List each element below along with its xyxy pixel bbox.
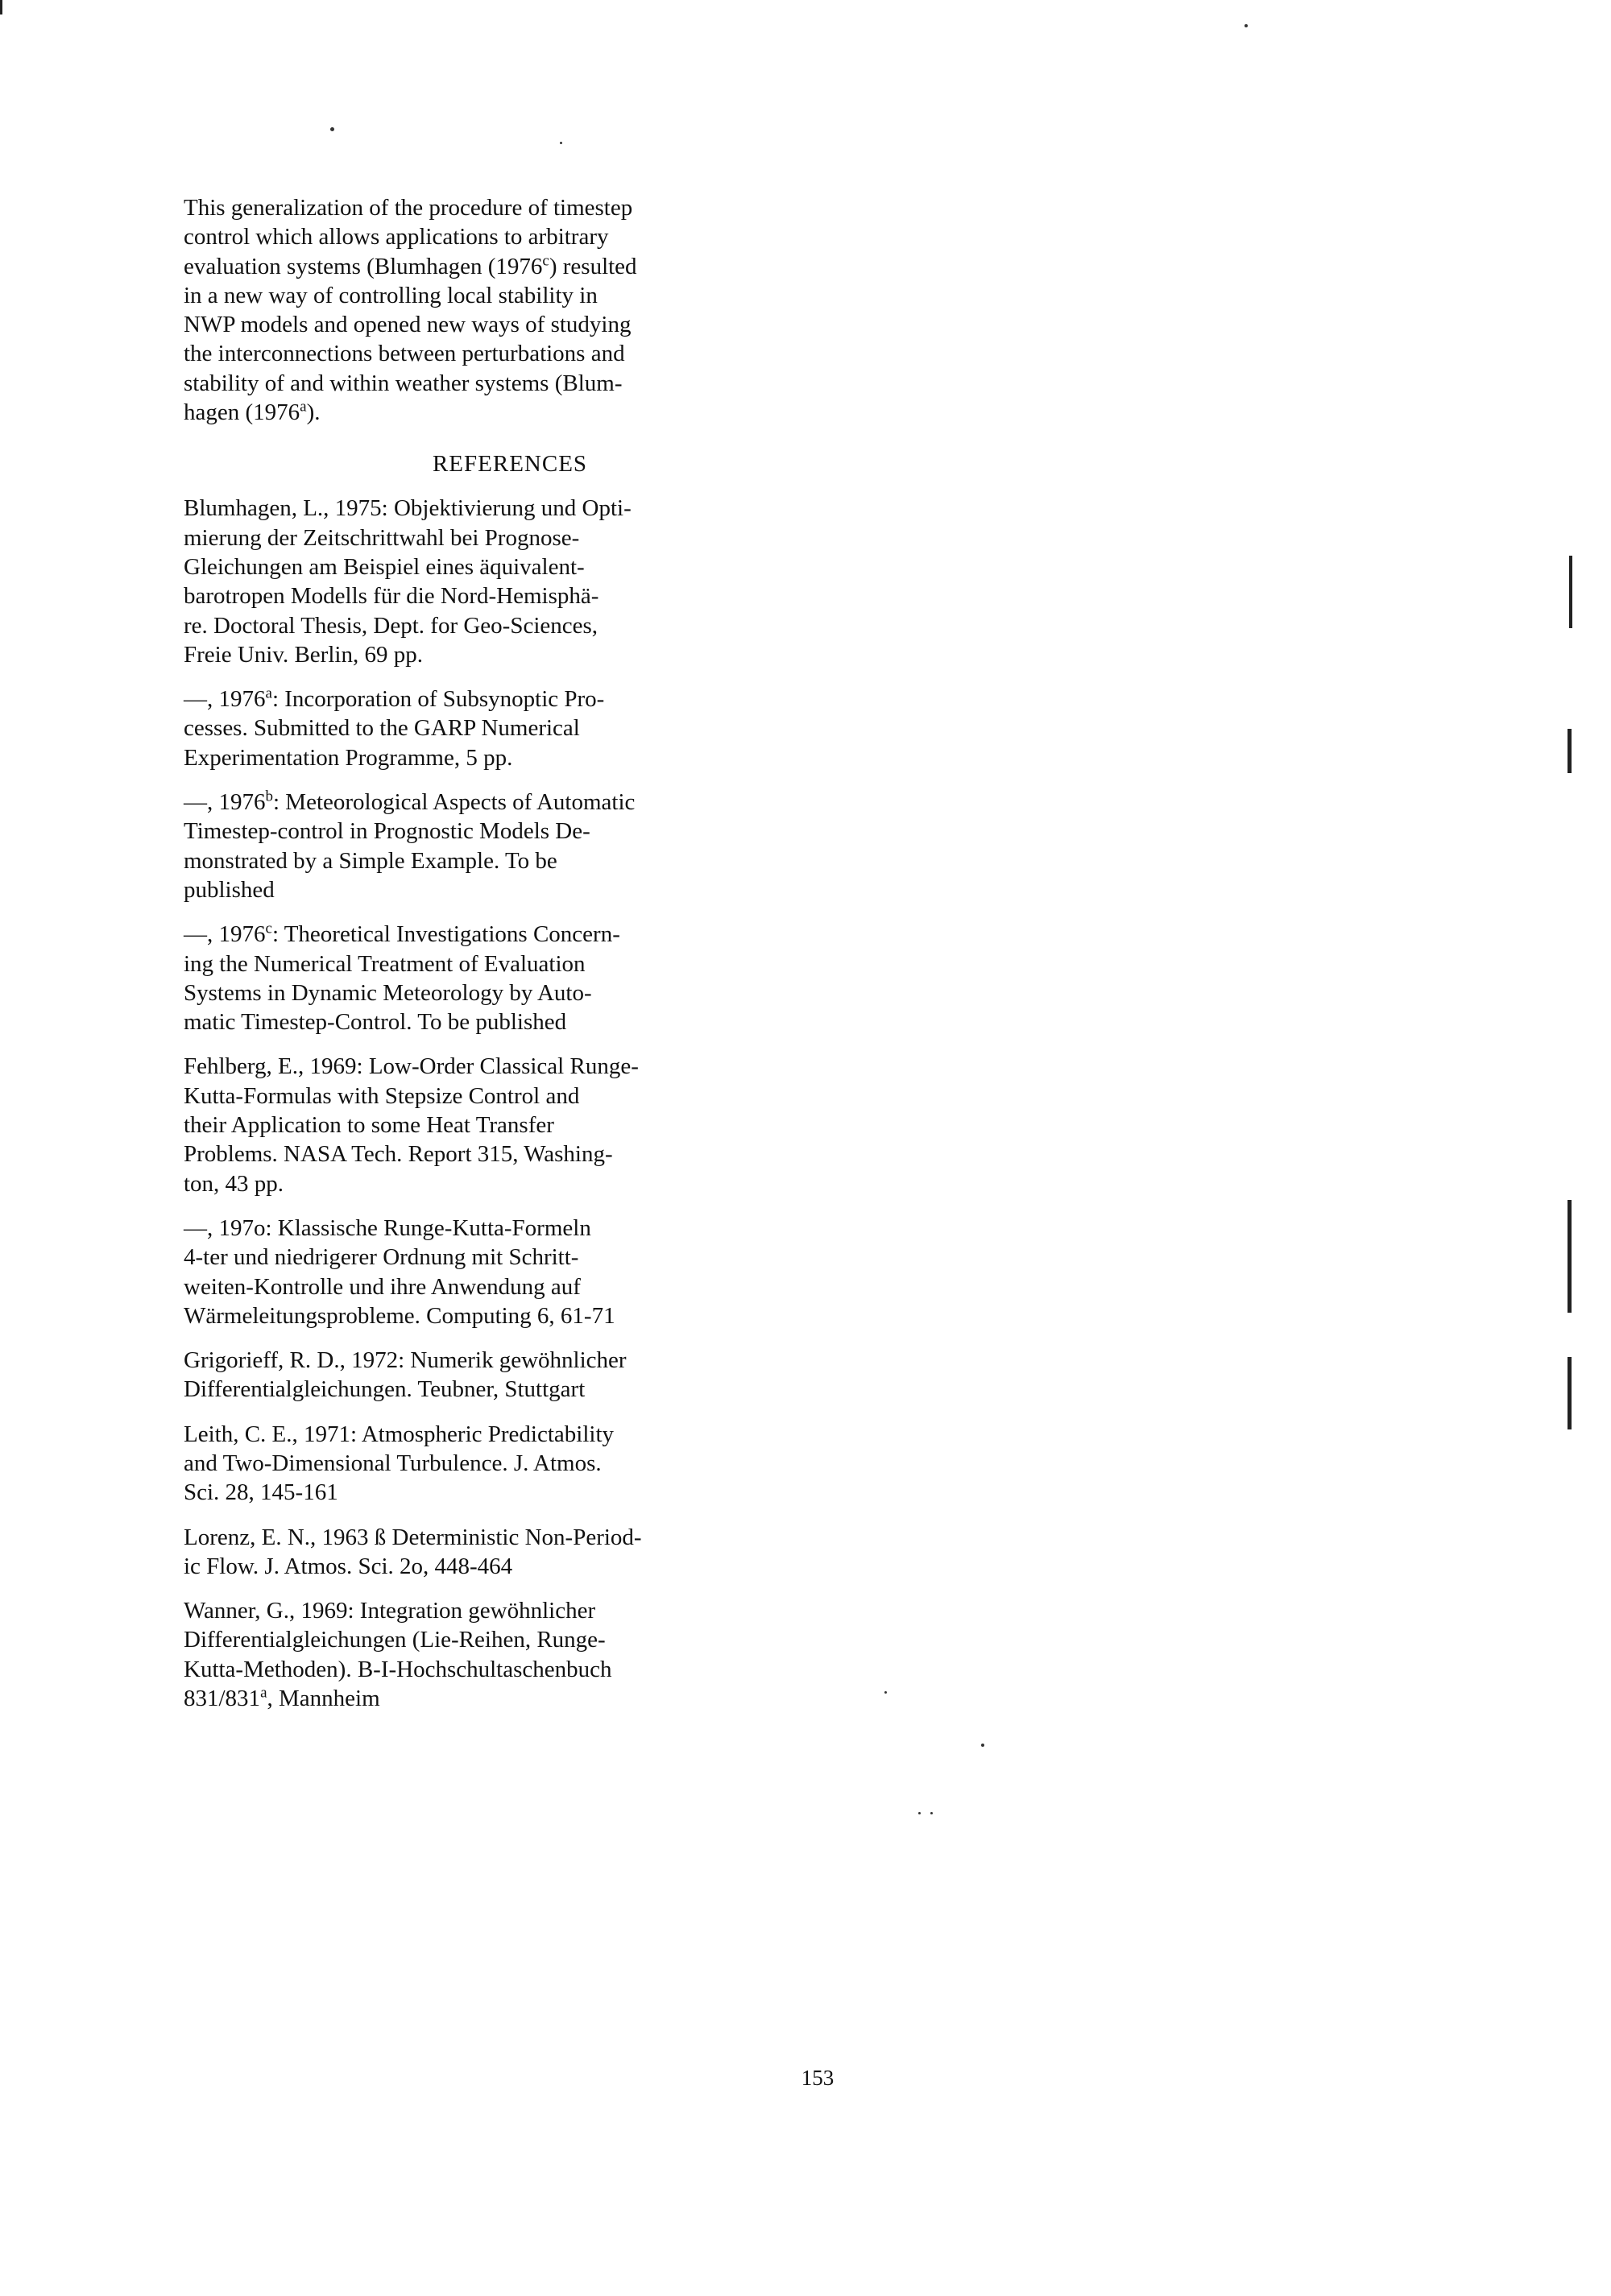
- reference-entry: —, 1976$^b$: Meteorological Aspects of Automatic Timestep-control in Prognostic Models De- monstrated by a Simple Example. To be published: [184, 788, 636, 903]
- intro-line: in a new way of controlling local stability in: [184, 282, 598, 308]
- scan-speck: [330, 127, 334, 131]
- reference-entry: Leith, C. E., 1971: Atmospheric Predictability and Two-Dimensional Turbulence. J. Atmos. Sci. 28, 145-161: [184, 1421, 615, 1506]
- reference-entry: Lorenz, E. N., 1963 ß Deterministic Non-Period- ic Flow. J. Atmos. Sci. 2o, 448-464: [184, 1524, 642, 1579]
- scan-speck: [930, 1812, 933, 1814]
- scan-speck: [560, 142, 562, 144]
- reference-entry: —, 1976$^c$: Theoretical Investigations Concern- ing the Numerical Treatment of Evaluation Systems in Dynamic Meteorology by Auto- matic Timestep-Control. To be published: [184, 920, 620, 1036]
- intro-line: hagen (1976$^a$).: [184, 398, 321, 426]
- intro-line: NWP models and opened new ways of studying: [184, 312, 632, 338]
- scan-speck: [981, 1744, 984, 1747]
- scan-speck: [884, 1691, 887, 1694]
- intro-line: the interconnections between perturbations and: [184, 341, 625, 367]
- text-column: [184, 193, 820, 1728]
- scan-edge-mark: [1568, 729, 1572, 773]
- reference-entry: Blumhagen, L., 1975: Objektivierung und Opti- mierung der Zeitschrittwahl bei Prognose- Gleichungen am Beispiel eines äquivalent- barotropen Modells für die Nord-Hemisphä- re. Doctoral Thesis, Dept. for Geo-Sciences, Freie Univ. Berlin, 69 pp.: [184, 495, 632, 668]
- reference-entry: Grigorieff, R. D., 1972: Numerik gewöhnlicher Differentialgleichungen. Teubner, Stuttgart: [184, 1347, 627, 1403]
- scan-edge-mark: [1568, 1357, 1572, 1429]
- intro-line: control which allows applications to arbitrary: [184, 224, 609, 250]
- reference-entry: Wanner, G., 1969: Integration gewöhnlicher Differentialgleichungen (Lie-Reihen, Runge- Kutta-Methoden). B-I-Hochschultaschenbuch 831/831$^a$, Mannheim: [184, 1598, 612, 1712]
- page-number: 153: [801, 2066, 834, 2090]
- intro-line: stability of and within weather systems (Blum-: [184, 370, 623, 396]
- references-heading: REFERENCES: [432, 451, 588, 478]
- reference-entry: Fehlberg, E., 1969: Low-Order Classical Runge- Kutta-Formulas with Stepsize Control and their Application to some Heat Transfer Problems. NASA Tech. Report 315, Washing- ton, 43 pp.: [184, 1053, 639, 1197]
- intro-line: evaluation systems (Blumhagen (1976$^c$) resulted: [184, 251, 637, 279]
- scan-edge-mark: [0, 0, 2, 14]
- scan-speck: [1244, 24, 1248, 27]
- intro-line: This generalization of the procedure of timestep: [184, 195, 633, 221]
- scan-speck: [918, 1812, 921, 1814]
- scan-edge-mark: [1568, 1200, 1572, 1313]
- reference-entry: —, 197o: Klassische Runge-Kutta-Formeln 4-ter und niedrigerer Ordnung mit Schritt- weiten-Kontrolle und ihre Anwendung auf Wärmeleitungsprobleme. Computing 6, 61-71: [184, 1214, 615, 1329]
- reference-entry: —, 1976$^a$: Incorporation of Subsynoptic Pro- cesses. Submitted to the GARP Numerical Experimentation Programme, 5 pp.: [184, 685, 605, 771]
- scan-edge-mark: [1569, 556, 1572, 628]
- intro-paragraph: [184, 193, 820, 427]
